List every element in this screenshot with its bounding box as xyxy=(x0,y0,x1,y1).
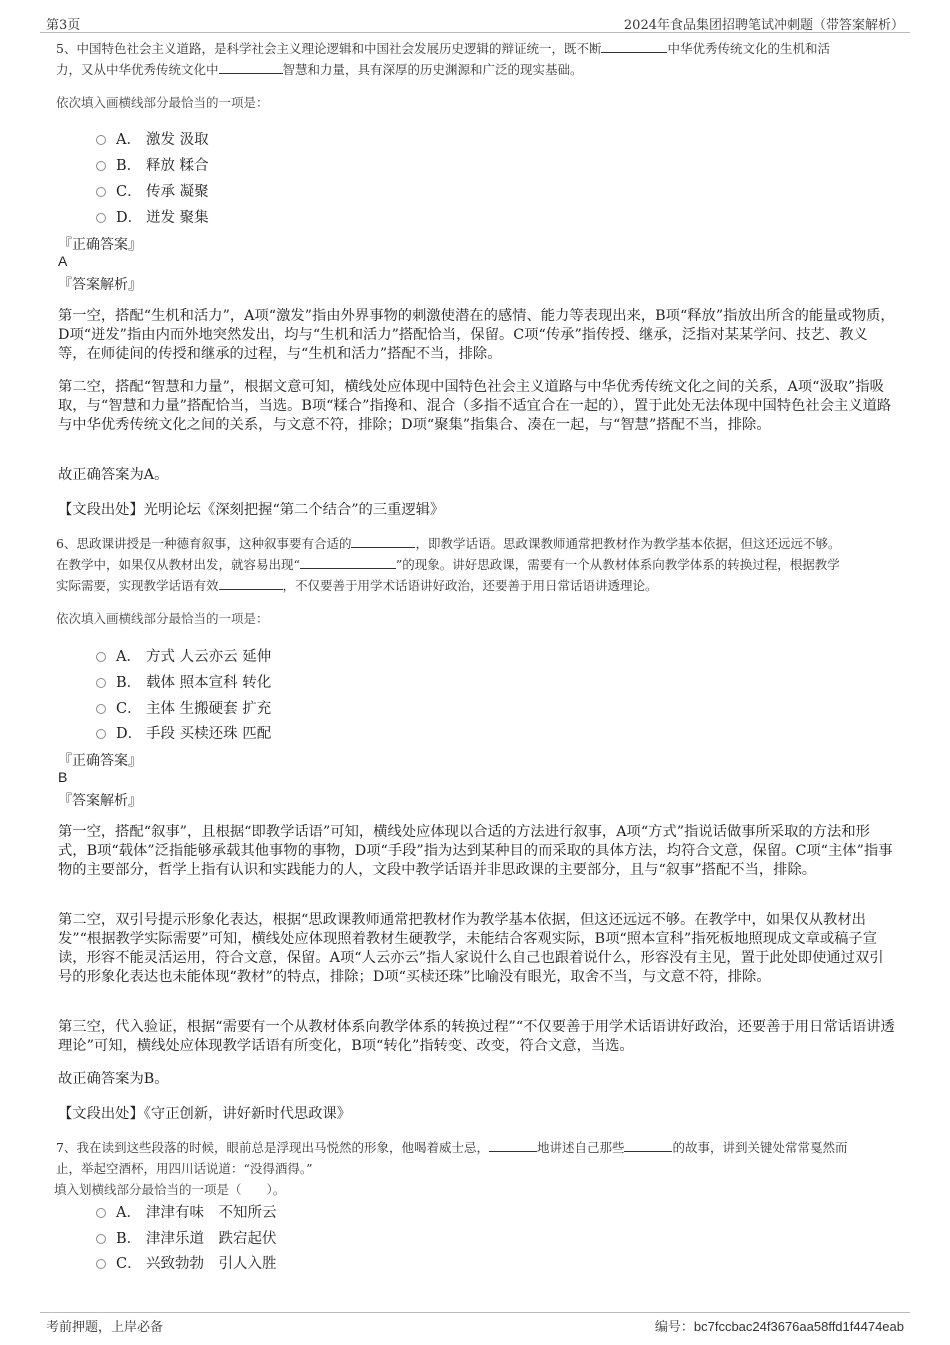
analysis-label: 『答案解析』 xyxy=(58,793,142,809)
q7-option-a[interactable]: A． 津津有味 不知所云 xyxy=(96,1201,277,1222)
analysis-label: 『答案解析』 xyxy=(58,277,142,293)
q5-option-a[interactable]: A． 激发 汲取 xyxy=(96,128,209,149)
source-citation: 【文段出处】《守正创新，讲好新时代思政课》 xyxy=(58,1106,352,1122)
blank xyxy=(489,1138,537,1152)
analysis-paragraph: 第三空，代入验证，根据“需要有一个从教材体系向教学体系的转换过程”“不仅要善于用学术话语讲好政治，还要善于用日常话语讲透理论”可知，横线处应体现教学话语有所变化，B项“转化”指转变、改变，符合文意，当选。 xyxy=(58,1019,895,1054)
q6-option-b[interactable]: B． 载体 照本宣科 转化 xyxy=(96,671,271,692)
source-citation: 【文段出处】光明论坛《深刻把握“第二个结合”的三重逻辑》 xyxy=(58,502,445,518)
page-footer xyxy=(40,1312,910,1343)
radio-icon[interactable] xyxy=(96,1208,106,1218)
question-5-text: 5、中国特色社会主义道路，是科学社会主义理论逻辑和中国社会发展历史逻辑的辩证统一，既不断 中华优秀传统文化的生机和活 力，又从中华优秀传统文化中 智慧和力量，具有深厚的历史渊源和广泛的现实基础。 xyxy=(56,41,830,77)
blank xyxy=(351,534,415,548)
analysis-paragraph: 第二空，双引号提示形象化表达，根据“思政课教师通常把教材作为教学基本依据，但这还远远不够。在教学中，如果仅从教材出发”“根据教学实际需要”可知，横线处应体现照着教材生硬教学，未能结合客观实际，B项“照本宣科”指死板地照现成文章或稿子宣读，形容不能灵活运用，符合文意，保留。A项“人云亦云”指人家说什么自己也跟着说什么，形容没有主见，置于此处即使通过双引号的形象化表达也未能体现“教材”的特点，排除；D项“买椟还珠”比喻没有眼光，取舍不当，与文意不符，排除。 xyxy=(58,912,884,985)
question-6-prompt: 依次填入画横线部分最恰当的一项是： xyxy=(56,611,269,626)
page-header xyxy=(40,0,910,33)
document-title: 2024年食品集团招聘笔试冲刺题（带答案解析） xyxy=(623,18,904,33)
analysis-conclusion: 故正确答案为A。 xyxy=(58,467,169,483)
question-7-prompt: 填入划横线部分最恰当的一项是（ ）。 xyxy=(54,1182,286,1197)
blank xyxy=(219,60,283,74)
q5-option-b[interactable]: B． 释放 糅合 xyxy=(96,154,209,175)
radio-icon[interactable] xyxy=(96,135,106,145)
blank xyxy=(624,1138,672,1152)
blank xyxy=(601,39,667,53)
radio-icon[interactable] xyxy=(96,678,106,688)
radio-icon[interactable] xyxy=(96,187,106,197)
radio-icon[interactable] xyxy=(96,652,106,662)
question-7-text: 7、我在读到这些段落的时候，眼前总是浮现出马悦然的形象，他喝着威士忌， 地讲述自己那些 的故事，讲到关键处常常戛然而 止，举起空酒杯，用四川话说道：“没得酒得。” xyxy=(56,1140,848,1176)
question-5-prompt: 依次填入画横线部分最恰当的一项是： xyxy=(56,95,269,110)
radio-icon[interactable] xyxy=(96,1259,106,1269)
radio-icon[interactable] xyxy=(96,213,106,223)
correct-answer: A xyxy=(58,253,68,269)
radio-icon[interactable] xyxy=(96,704,106,714)
document-id: 编号：bc7fccbac24f3676aa58ffd1f4474eab xyxy=(654,1319,904,1334)
question-6-text: 6、思政课讲授是一种德育叙事，这种叙事要有合适的 ，即教学话语。思政课教师通常把教材作为教学基本依据，但这还远远不够。 在教学中，如果仅从教材出发，就容易出现“ ”的现象。讲好思政课，需要有一个从教材体系向教学体系的转换过程，根据教学 实际需要，实现教学话语有效 ，不仅要善于用学术话语讲好政治，还要善于用日常话语讲透理论。 xyxy=(56,536,841,593)
q6-option-a[interactable]: A． 方式 人云亦云 延伸 xyxy=(96,645,271,666)
analysis-paragraph: 第二空，搭配“智慧和力量”，根据文意可知，横线处应体现中国特色社会主义道路与中华优秀传统文化之间的关系，A项“汲取”指吸取，与“智慧和力量”搭配恰当，当选。B项“糅合”指搀和、混合（多指不适宜合在一起的），置于此处无法体现中国特色社会主义道路与中华优秀传统文化之间的关系，与文意不符，排除；D项“聚集”指集合、凑在一起，与“智慧”搭配不当，排除。 xyxy=(58,379,892,433)
q5-option-c[interactable]: C． 传承 凝聚 xyxy=(96,180,209,201)
analysis-paragraph: 第一空，搭配“生机和活力”，A项“激发”指由外界事物的刺激使潜在的感情、能力等表现出来，B项“释放”指放出所含的能量或物质，D项“迸发”指由内而外地突然发出，均与“生机和活力”搭配恰当，保留。C项“传承”指传授、继承，泛指对某某学问、技艺、教义等，在师徒间的传授和继承的过程，与“生机和活力”搭配不当，排除。 xyxy=(58,308,895,362)
q6-option-c[interactable]: C． 主体 生搬硬套 扩充 xyxy=(96,697,271,718)
correct-answer-label: 『正确答案』 xyxy=(58,237,142,253)
blank xyxy=(219,576,283,590)
blank xyxy=(300,555,396,569)
correct-answer-label: 『正确答案』 xyxy=(58,753,142,769)
radio-icon[interactable] xyxy=(96,161,106,171)
analysis-paragraph: 第一空，搭配“叙事”，且根据“即教学话语”可知，横线处应体现以合适的方法进行叙事，A项“方式”指说话做事所采取的方法和形式，B项“载体”泛指能够承载其他事物的事物，D项“手段”指为达到某种目的而采取的具体方法，均符合文意，保留。C项“主体”指事物的主要部分，哲学上指有认识和实践能力的人，文段中教学话语并非思政课的主要部分，且与“叙事”搭配不当，排除。 xyxy=(58,824,893,878)
analysis-conclusion: 故正确答案为B。 xyxy=(58,1071,169,1087)
q7-option-c[interactable]: C． 兴致勃勃 引人入胜 xyxy=(96,1252,277,1273)
page-number: 第3页 xyxy=(46,18,81,33)
footer-slogan: 考前押题，上岸必备 xyxy=(46,1320,164,1335)
q7-option-b[interactable]: B． 津津乐道 跌宕起伏 xyxy=(96,1227,277,1248)
q5-option-d[interactable]: D． 迸发 聚集 xyxy=(96,206,209,227)
correct-answer: B xyxy=(58,769,68,785)
radio-icon[interactable] xyxy=(96,1234,106,1244)
q6-option-d[interactable]: D． 手段 买椟还珠 匹配 xyxy=(96,722,271,743)
radio-icon[interactable] xyxy=(96,729,106,739)
